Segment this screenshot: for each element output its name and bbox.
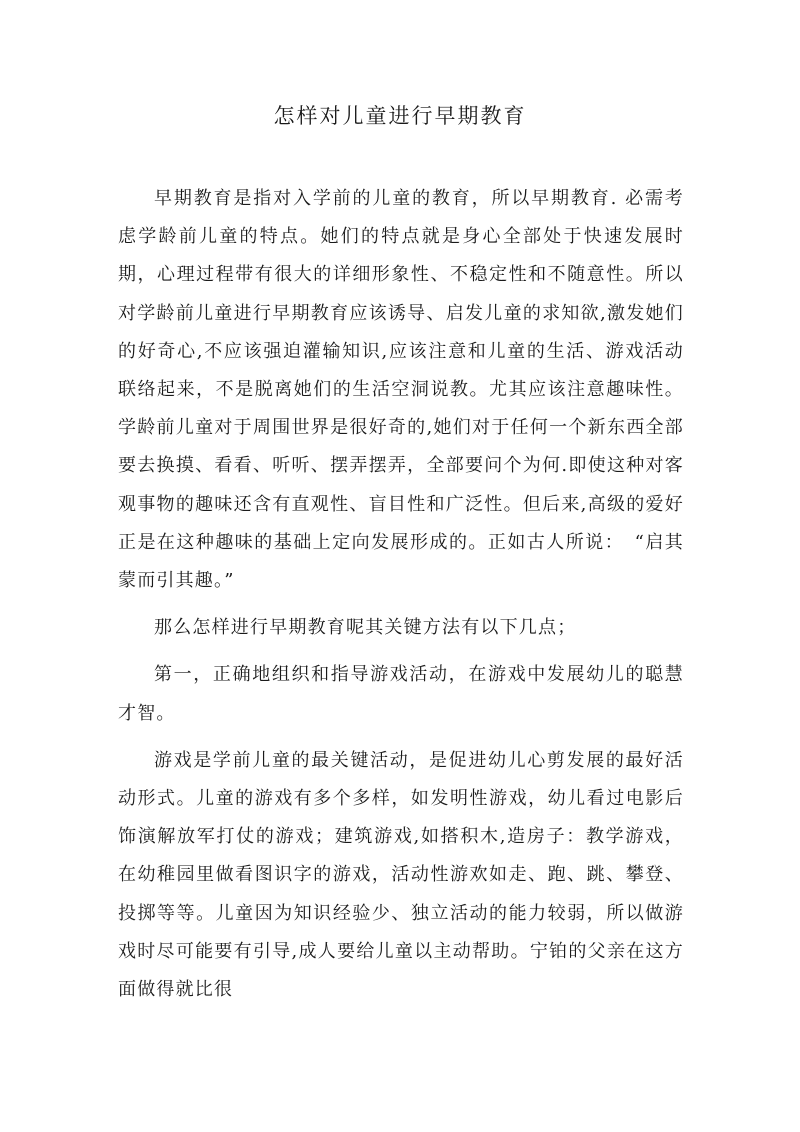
document-title: 怎样对儿童进行早期教育 — [273, 104, 527, 128]
document-body — [118, 180, 684, 1018]
paragraph-intro: 早期教育是指对入学前的儿童的教育，所以早期教育. 必需考虑学龄前儿童的特点。她们的特点就是身心全部处于快速发展时期，心理过程带有很大的详细形象性、不稳定性和不随意性。所以对学龄前儿童进行早期教育应该诱导、启发儿童的求知欲,激发她们的好奇心,不应该强迫灌输知识,应该注意和儿童的生活、游戏活动联络起来，不是脱离她们的生活空洞说教。尤其应该注意趣味性。学龄前儿童对于周围世界是很好奇的,她们对于任何一个新东西全部要去换摸、看看、听听、摆弄摆弄，全部要问个为何.即使这种对客观事物的趣味还含有直观性、盲目性和广泛性。但后来,高级的爱好正是在这种趣味的基础上定向发展形成的。正如古人所说： “启其蒙而引其趣。” — [118, 188, 684, 592]
paragraph-games: 游戏是学前儿童的最关键活动，是促进幼儿心剪发展的最好活动形式。儿童的游戏有多个多样，如发明性游戏，幼儿看过电影后饰演解放军打仗的游戏；建筑游戏,如搭积木,造房子：教学游戏，在幼稚园里做看图识字的游戏，活动性游欢如走、跑、跳、攀登、投掷等等。儿童因为知识经验少、独立活动的能力较弱，所以做游戏时尽可能要有引导,成人要给儿童以主动帮助。宁铂的父亲在这方面做得就比很 — [118, 749, 684, 1001]
paragraph-point-one: 第一，正确地组织和指导游戏活动，在游戏中发展幼儿的聪慧才智。 — [118, 664, 684, 724]
paragraph-question: 那么怎样进行早期教育呢其关键方法有以下几点； — [154, 617, 577, 639]
